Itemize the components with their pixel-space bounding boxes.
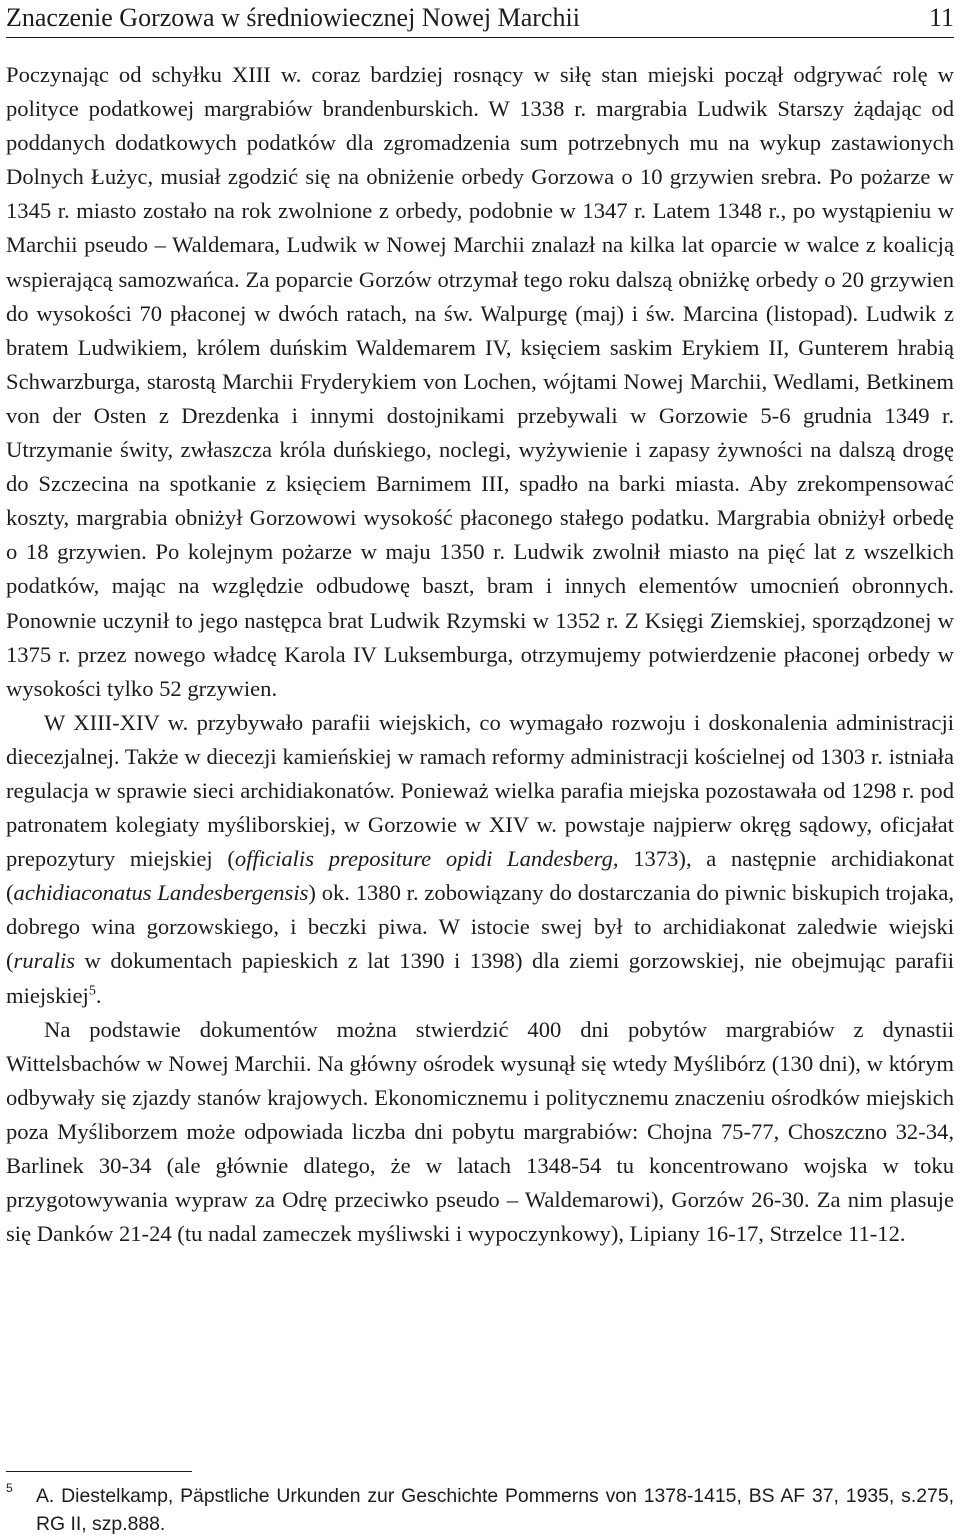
paragraph-2 xyxy=(6,706,954,1013)
paragraph-2-text-2: 1373), a następnie archidiakonat ( xyxy=(6,846,955,906)
paragraph-2-italic-1: officialis prepositure opidi Landesberg, xyxy=(234,846,619,872)
body-text xyxy=(6,58,954,1251)
paragraph-2-text-3: ) ok. 1380 r. zobowiązany do dostarczania do piwnic biskupich trojaka, dobrego wina gorzowskiego, i beczki piwa. W istocie swej był to archidiakonat zaledwie wiejski ( xyxy=(6,880,955,974)
running-header xyxy=(6,3,954,38)
footnote-text: A. Diestelkamp, Päpstliche Urkunden zur Geschichte Pommerns von 1378-1415, BS AF 37, 1935, s.275, RG II, szp.888. xyxy=(36,1485,954,1535)
paragraph-2-italic-2: achidiaconatus Landesbergensis xyxy=(13,880,309,906)
footnote-reference[interactable]: 5 xyxy=(88,983,96,998)
paragraph-3-text: Na podstawie dokumentów można stwierdzić 400 dni pobytów margrabiów z dynastii Wittelsbachów w Nowej Marchii. Na główny ośrodek wysunął się wtedy Myślibórz (130 dni), w którym odbywały się zjazdy stanów krajowych. Ekonomicznemu i politycznemu znaczeniu ośrodków miejskich poza Myśliborzem może odpowiada liczba dni pobytu margrabiów: Chojna 75-77, Choszczno 32-34, Barlinek 30-34 (ale głównie dlatego, że w latach 1348-54 tu koncentrowano wojska w toku przygotowywania wypraw za Odrę przeciwko pseudo – Waldemarowi), Gorzów 26-30. Za nim plasuje się Danków 21-24 (tu nadal zameczek myśliwski i wypoczynkowy), Lipiany 16-17, Strzelce 11-12. xyxy=(6,1016,954,1247)
running-title: Znaczenie Gorzowa w średniowiecznej Nowej Marchii xyxy=(6,3,580,32)
paragraph-2-text-4: w dokumentach papieskich z lat 1390 i 1398) dla ziemi gorzowskiej, nie obejmując parafii miejskiej xyxy=(6,948,954,1008)
paragraph-2-text-5: . xyxy=(95,982,102,1008)
paragraph-2-text-1: W XIII-XIV w. przybywało parafii wiejskich, co wymagało rozwoju i doskonalenia administracji diecezjalnej. Także w diecezji kamieńskiej w ramach reformy administracji kościelnej od 1303 r. istniała regulacja w sprawie sieci archidiakonatów. Ponieważ wielka parafia miejska pozostawała od 1298 r. pod patronatem kolegiaty myśliborskiej, w Gorzowie w XIV w. powstaje najpierw okręg sądowy, oficjałat prepozytury miejskiej ( xyxy=(6,709,954,872)
paragraph-1-text: Poczynając od schyłku XIII w. coraz bardziej rosnący w siłę stan miejski począł odgrywać rolę w polityce podatkowej margrabiów brandenburskich. W 1338 r. margrabia Ludwik Starszy żądając od poddanych dodatkowych podatków dla zgromadzenia sum potrzebnych mu na wykup zastawionych Dolnych Łużyc, musiał zgodzić się na obniżenie orbedy Gorzowa o 10 grzywien srebra. Po pożarze w 1345 r. miasto zostało na rok zwolnione z orbedy, podobnie w 1347 r. Latem 1348 r., po wystąpieniu w Marchii pseudo – Waldemara, Ludwik w Nowej Marchii znalazł na kilka lat oparcie w walce z koalicją wspierającą samozwańca. Za poparcie Gorzów otrzymał tego roku dalszą obniżkę orbedy o 20 grzywien do wysokości 70 płaconej w dwóch ratach, na św. Walpurgę (maj) i św. Marcina (listopad). Ludwik z bratem Ludwikiem, królem duńskim Waldemarem IV, księciem saskim Erykiem II, Gunterem hrabią Schwarzburga, starostą Marchii Fryderykiem von Lochen, wójtami Nowej Marchii, Wedlami, Betkinem von der Osten z Drezdenka i innymi dostojnikami przebywali w Gorzowie 5-6 grudnia 1349 r. Utrzymanie świty, zwłaszcza króla duńskiego, noclegi, wyżywienie i zapasy żywności na dalszą drogę do Szczecina na spotkanie z księciem Barnimem III, spadło na barki miasta. Aby zrekompensować koszty, margrabia obniżył Gorzowowi wysokość płaconego stałego podatku. Margrabia obniżył orbedę o 18 grzywien. Po kolejnym pożarze w maju 1350 r. Ludwik zwolnił miasto na pięć lat z wszelkich podatków, mając na względzie odbudowę baszt, bram i innych elementów umocnień obronnych. Ponownie uczynił to jego następca brat Ludwik Rzymski w 1352 r. Z Księgi Ziemskiej, sporządzonej w 1375 r. przez nowego władcę Karola IV Luksemburga, otrzymujemy potwierdzenie płaconej orbedy w wysokości tylko 52 grzywien. xyxy=(6,62,954,701)
footnote-divider xyxy=(6,1471,192,1472)
page-number: 11 xyxy=(928,3,954,32)
paragraph-1 xyxy=(6,58,954,706)
footnote-mark: 5 xyxy=(6,1481,13,1495)
paragraph-2-italic-3: ruralis xyxy=(13,948,76,974)
footnote xyxy=(6,1482,954,1538)
paragraph-3 xyxy=(6,1013,954,1252)
